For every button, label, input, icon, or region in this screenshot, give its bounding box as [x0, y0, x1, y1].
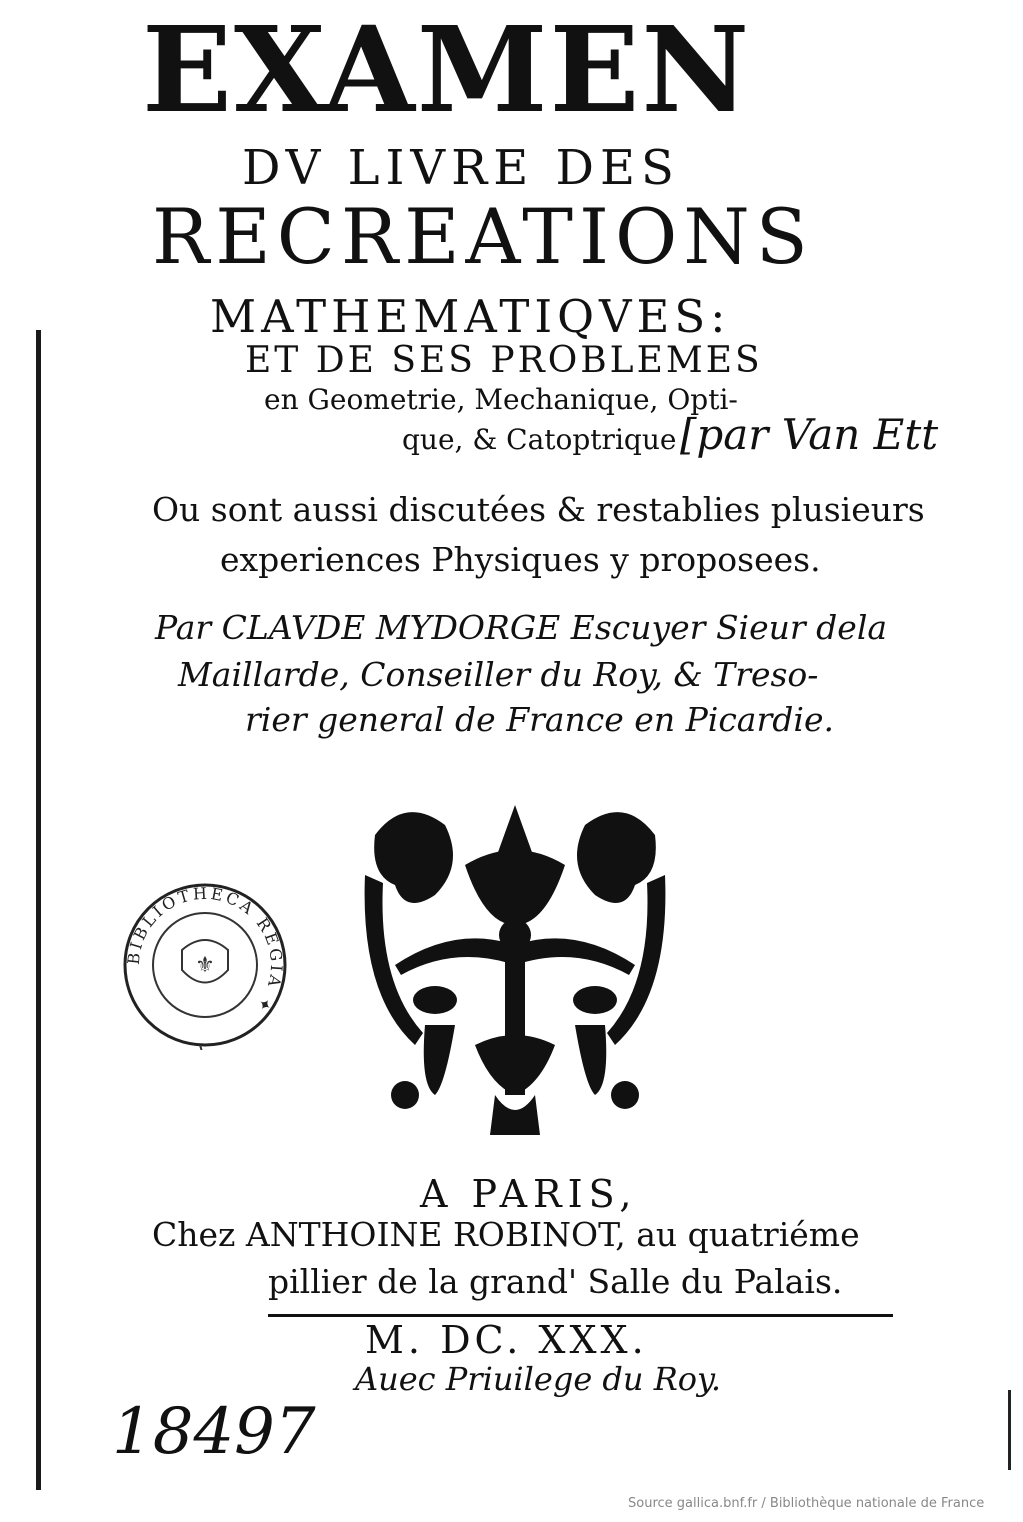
title-mathematiques: MATHEMATIQVES:: [210, 290, 731, 343]
author-line-1: Par CLAVDE MYDORGE Escuyer Sieur dela: [155, 608, 888, 647]
source-footer: Source gallica.bnf.fr / Bibliothèque nationale de France: [628, 1496, 985, 1511]
imprint-address: pillier de la grand' Salle du Palais.: [268, 1262, 843, 1301]
imprint-printer: Chez ANTHOINE ROBINOT, au quatriéme: [152, 1215, 860, 1254]
svg-text:BIBLIOTHECA REGIA ✦: BIBLIOTHECA REGIA ✦: [123, 883, 287, 1018]
handwritten-annotation: [par Van Ett: [680, 410, 939, 459]
handwritten-shelfmark: 18497: [112, 1395, 316, 1469]
right-margin-mark: [1008, 1390, 1011, 1470]
author-line-3: rier general de France en Picardie.: [245, 700, 834, 739]
title-recreations: RECREATIONS: [152, 192, 814, 281]
left-margin-rule: [36, 330, 41, 1490]
library-stamp-icon: [120, 880, 290, 1050]
printers-ornament-icon: [355, 795, 675, 1140]
publication-year: M. DC. XXX.: [365, 1318, 648, 1362]
horizontal-rule: [268, 1314, 893, 1317]
author-line-2: Maillarde, Conseiller du Roy, & Treso-: [178, 655, 819, 694]
title-examen: EXAMEN: [142, 0, 752, 139]
svg-text:⚜: ⚜: [195, 953, 215, 978]
imprint-city: A PARIS,: [420, 1172, 638, 1216]
title-problemes: ET DE SES PROBLEMES: [245, 340, 763, 381]
royal-privilege: Auec Priuilege du Roy.: [355, 1360, 722, 1398]
description-line-1: Ou sont aussi discutées & restablies plusieurs: [152, 490, 925, 529]
subtitle-line-1: en Geometrie, Mechanique, Opti-: [264, 383, 738, 416]
subtitle-line-2: que, & Catoptrique: [402, 423, 677, 456]
title-du-livre-des: DV LIVRE DES: [242, 140, 680, 196]
description-line-2: experiences Physiques y proposees.: [220, 540, 821, 579]
